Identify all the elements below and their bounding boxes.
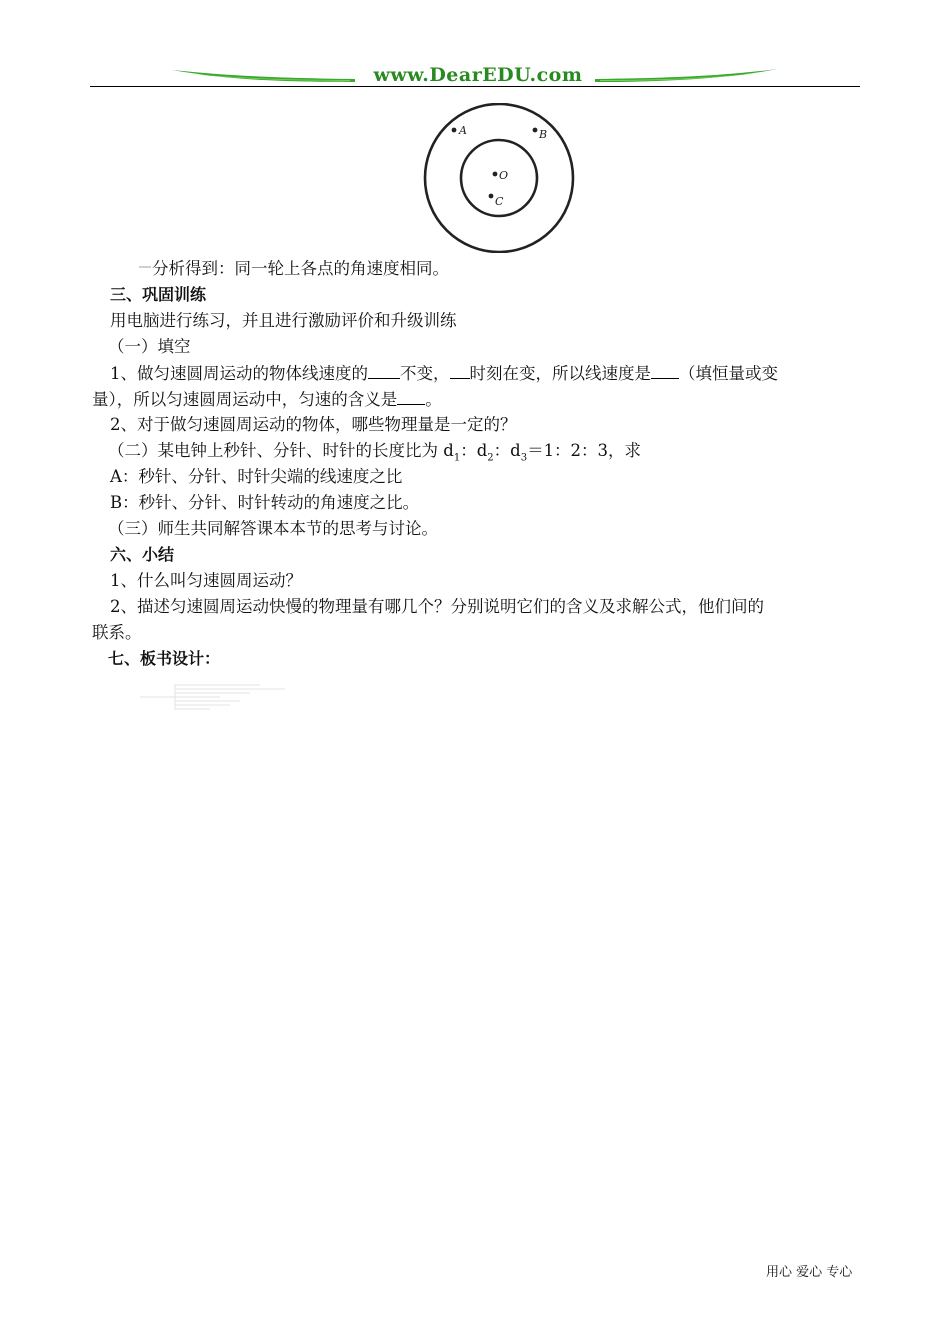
item-b: B：秒针、分针、时针转动的角速度之比。	[110, 493, 420, 512]
clock-sub-2: 2	[487, 452, 494, 464]
clock-text-d: ＝1：2：3，求	[527, 441, 642, 460]
q1-blank-3[interactable]	[651, 360, 679, 379]
fill-in-subheading: （一）填空	[108, 337, 191, 356]
point-c-label: C	[495, 195, 504, 208]
faint-board-sketch	[140, 682, 290, 712]
page-header	[90, 60, 860, 90]
clock-sub-1: 1	[453, 452, 461, 464]
clock-text-b: ：d	[460, 441, 488, 460]
point-b-label: B	[539, 128, 548, 141]
faint-dash-mark	[139, 266, 151, 268]
point-o-label: O	[499, 169, 509, 182]
summary-question-1: 1、什么叫匀速圆周运动？	[110, 571, 302, 590]
item-a: A：秒针、分针、时针尖端的线速度之比	[110, 467, 403, 486]
concentric-wheel-figure	[421, 103, 577, 253]
analysis-line: 分析得到：同一轮上各点的角速度相同。	[152, 259, 449, 278]
discussion-subheading: （三）师生共同解答课本本节的思考与讨论。	[108, 519, 438, 538]
q1-text-d: （填恒量或变	[679, 364, 778, 383]
clock-sub-3: 3	[520, 452, 528, 464]
summary-question-2-line-1: 2、描述匀速圆周运动快慢的物理量有哪几个？分别说明它们的含义及求解公式，他们间的	[110, 597, 764, 616]
q1-text-c: 时刻在变，所以线速度是	[469, 364, 651, 383]
clock-text-c: ：d	[493, 441, 521, 460]
header-rule	[90, 86, 860, 87]
summary-question-2-line-2: 联系。	[92, 623, 142, 642]
heading-consolidation: 三、巩固训练	[110, 285, 207, 304]
q1-text-b: 不变，	[400, 364, 450, 383]
q1-blank-2[interactable]	[450, 360, 470, 379]
clock-text-a: （二）某电钟上秒针、分针、时针的长度比为 d	[108, 441, 454, 460]
q1-blank-1[interactable]	[368, 360, 400, 379]
question-2: 2、对于做匀速圆周运动的物体，哪些物理量是一定的？	[110, 415, 517, 434]
computer-practice-line: 用电脑进行练习，并且进行激励评价和升级训练	[110, 311, 457, 330]
question-1-line-1	[110, 360, 778, 387]
heading-board-design: 七、板书设计：	[108, 649, 221, 668]
q1-text-a: 1、做匀速圆周运动的物体线速度的	[110, 364, 368, 383]
q1-text-f: 。	[425, 390, 442, 409]
footer-motto: 用心 爱心 专心	[766, 1265, 853, 1280]
point-a-label: A	[459, 124, 467, 137]
site-logo[interactable]: www.DearEDU.com	[373, 64, 583, 86]
heading-summary: 六、小结	[110, 545, 175, 564]
q1-text-e: 量），所以匀速圆周运动中，匀速的含义是	[92, 390, 398, 409]
q1-blank-4[interactable]	[397, 386, 425, 405]
question-1-line-2	[92, 386, 442, 413]
